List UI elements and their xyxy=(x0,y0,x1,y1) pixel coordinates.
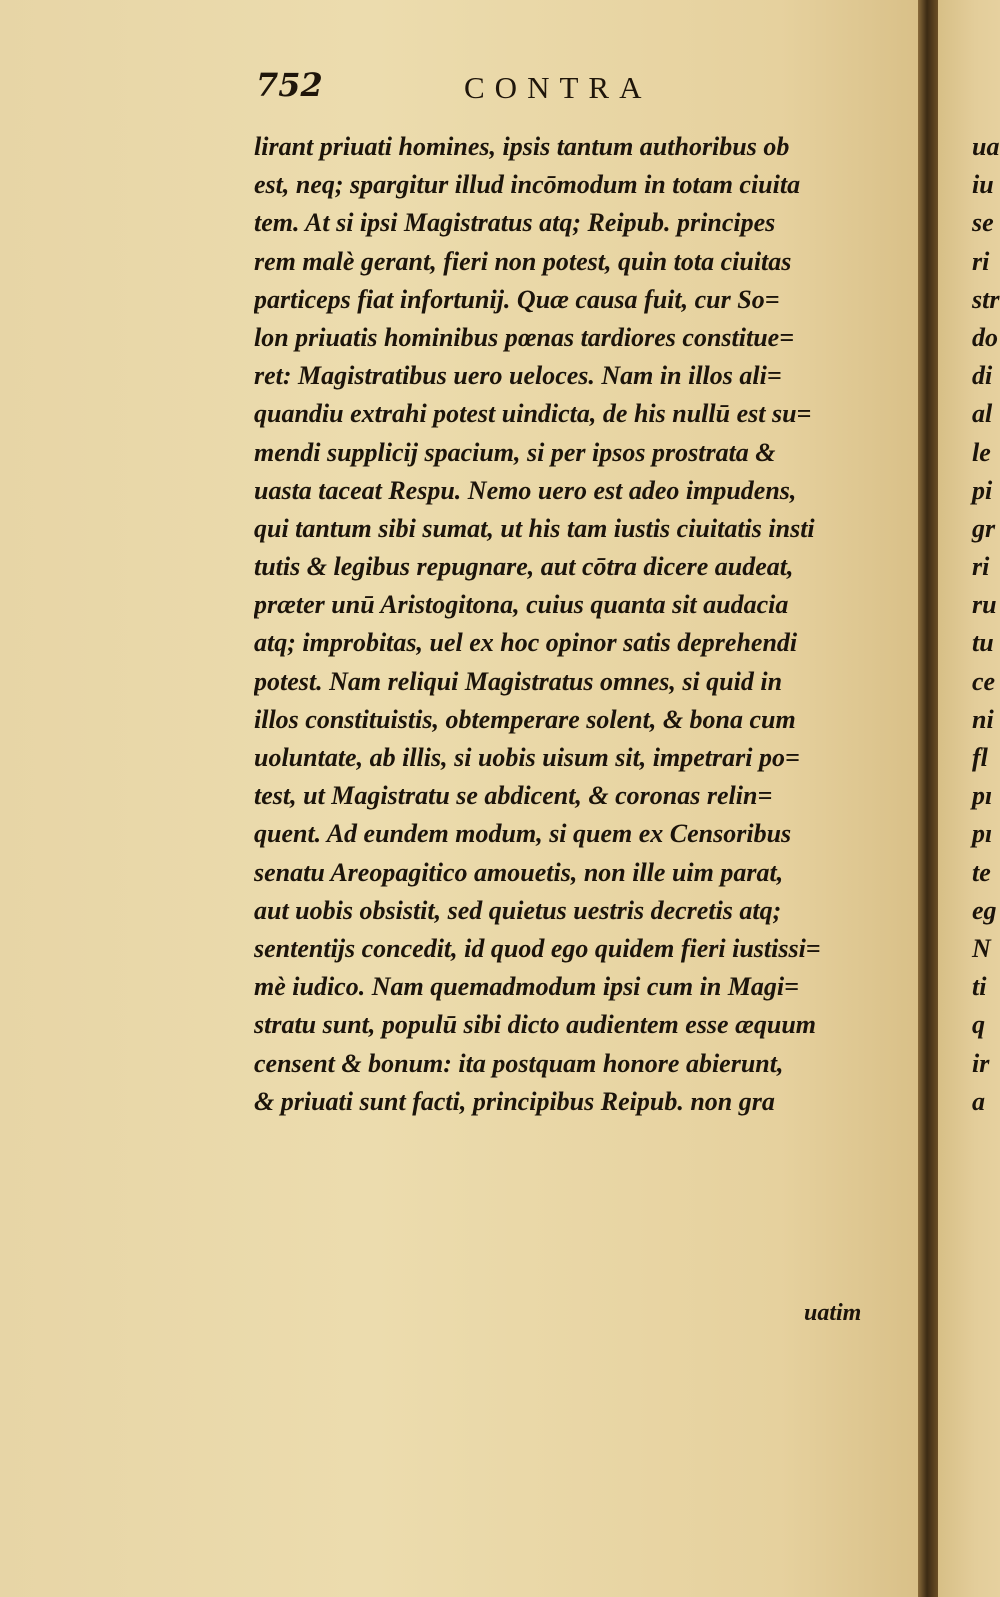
text-line: senatu Areopagitico amouetis, non ille uim parat, xyxy=(254,857,784,887)
text-fragment: ce xyxy=(972,666,996,696)
text-line: test, ut Magistratu se abdicent, & coronas relin= xyxy=(254,781,773,811)
text-line: tutis & legibus repugnare, aut cōtra dicere audeat, xyxy=(254,552,794,582)
text-line: est, neq; spargitur illud incōmodum in totam ciuita xyxy=(254,170,801,200)
text-line: censent & bonum: ita postquam honore abierunt, xyxy=(254,1048,784,1078)
text-line: præter unū Aristogitona, cuius quanta sit audacia xyxy=(254,590,789,620)
text-fragment: pi xyxy=(972,475,993,505)
text-line: quent. Ad eundem modum, si quem ex Censoribus xyxy=(254,819,792,849)
text-fragment: iu xyxy=(972,170,994,200)
text-line: ret: Magistratibus uero ueloces. Nam in illos ali= xyxy=(254,361,782,391)
text-fragment: te xyxy=(972,857,991,887)
page-number: 752 xyxy=(256,66,323,104)
text-fragment: eg xyxy=(972,895,997,925)
book-gutter xyxy=(918,0,938,1597)
text-fragment: di xyxy=(972,361,993,391)
text-line: uasta taceat Respu. Nemo uero est adeo impudens, xyxy=(254,475,797,505)
text-line: particeps fiat infortunij. Quæ causa fuit, cur So= xyxy=(254,284,780,314)
text-fragment: le xyxy=(972,437,991,467)
running-head: CONTRA xyxy=(464,70,652,105)
text-line: uoluntate, ab illis, si uobis uisum sit, impetrari po= xyxy=(254,743,800,772)
text-fragment: pı xyxy=(972,819,993,849)
text-line: mendi supplicij spacium, si per ipsos prostrata & xyxy=(254,437,776,467)
next-page-text-fragments xyxy=(938,128,999,1121)
text-line: qui tantum sibi sumat, ut his tam iustis ciuitatis insti xyxy=(254,513,815,543)
text-fragment: q xyxy=(972,1010,985,1040)
book-page-right-edge xyxy=(938,0,1000,1597)
text-line: quandiu extrahi potest uindicta, de his nullū est su= xyxy=(254,399,812,429)
text-fragment: tu xyxy=(972,628,994,658)
text-line: aut uobis obsistit, sed quietus uestris decretis atq; xyxy=(254,895,782,925)
text-fragment: se xyxy=(972,208,994,238)
text-line: tem. At si ipsi Magistratus atq; Reipub. principes xyxy=(254,208,776,238)
text-fragment: ti xyxy=(972,972,987,1002)
text-fragment: ni xyxy=(972,704,994,734)
text-fragment: al xyxy=(972,399,993,429)
text-fragment: ri xyxy=(972,246,990,276)
text-fragment: a xyxy=(972,1086,985,1116)
text-fragment: N xyxy=(972,933,991,963)
text-fragment: gr xyxy=(972,513,996,543)
text-fragment: ru xyxy=(972,590,997,620)
text-fragment: ir xyxy=(972,1048,990,1078)
text-line: & priuati sunt facti, principibus Reipub. non gra xyxy=(254,1086,775,1116)
text-line: stratu sunt, populū sibi dicto audientem esse æquum xyxy=(254,1010,817,1040)
text-line: sententijs concedit, id quod ego quidem fieri iustissi= xyxy=(254,933,821,963)
text-line: potest. Nam reliqui Magistratus omnes, si quid in xyxy=(254,666,783,696)
body-text xyxy=(254,128,894,1121)
page-header xyxy=(250,66,870,112)
text-fragment: ua xyxy=(972,132,1000,161)
text-fragment: do xyxy=(972,322,998,352)
catchword: uatim xyxy=(804,1300,862,1326)
text-fragment: str xyxy=(972,284,1000,314)
text-line: illos constituistis, obtemperare solent, & bona cum xyxy=(254,704,796,734)
text-fragment: fl xyxy=(972,743,988,772)
text-line: mè iudico. Nam quemadmodum ipsi cum in Magi= xyxy=(254,972,799,1002)
text-line: lirant priuati homines, ipsis tantum authoribus ob xyxy=(254,132,790,161)
text-line: rem malè gerant, fieri non potest, quin tota ciuitas xyxy=(254,246,792,276)
text-fragment: ri xyxy=(972,552,990,582)
text-fragment: pı xyxy=(972,781,993,811)
text-line: lon priuatis hominibus pœnas tardiores constitue= xyxy=(254,322,795,352)
text-line: atq; improbitas, uel ex hoc opinor satis deprehendi xyxy=(254,628,798,658)
